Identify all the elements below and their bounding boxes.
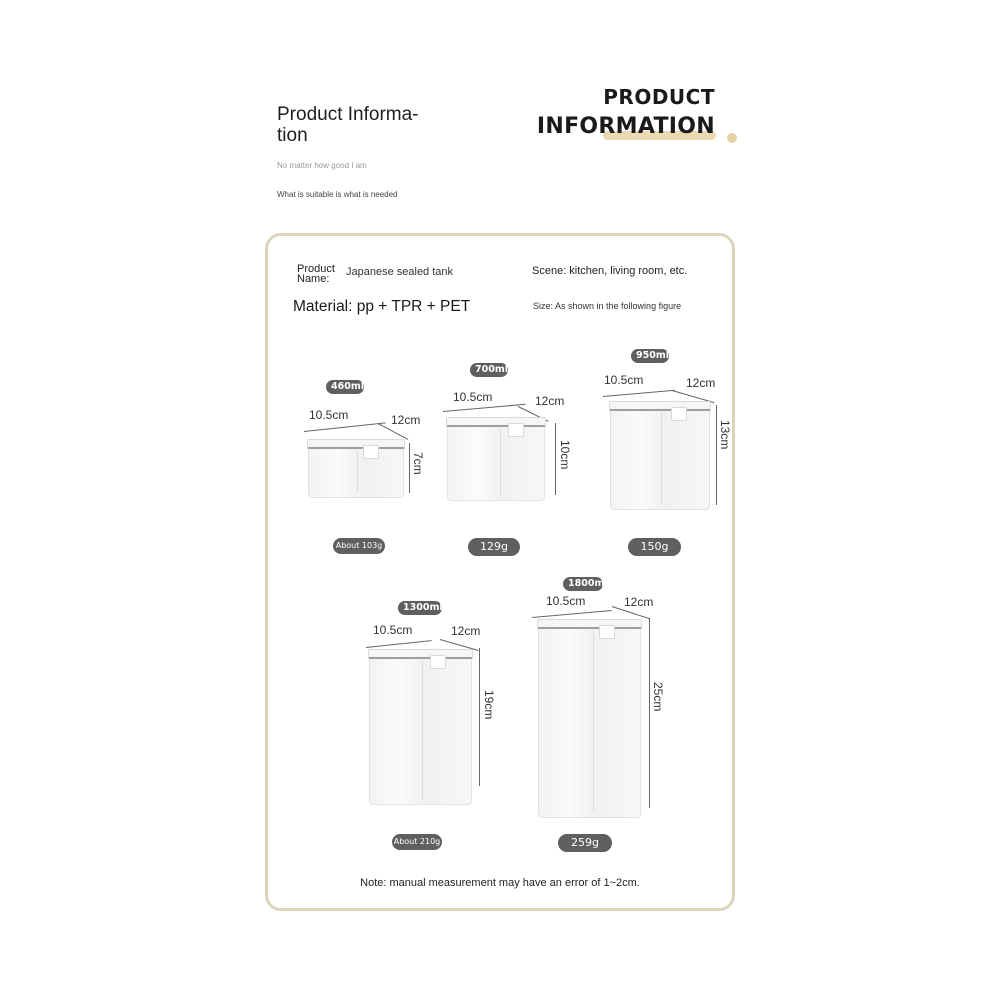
product-info-card: [265, 233, 735, 911]
depth-label: 12cm: [451, 624, 481, 638]
depth-label: 12cm: [535, 394, 565, 408]
depth-label: 12cm: [624, 595, 654, 609]
depth-label: 12cm: [686, 376, 716, 390]
scene-text: Scene: kitchen, living room, etc.: [532, 265, 688, 277]
height-arrow: [716, 405, 717, 505]
weight-badge: About 103g: [333, 538, 385, 554]
height-arrow: [479, 648, 480, 786]
height-label: 10cm: [558, 440, 572, 470]
container-image: [610, 402, 710, 510]
subtitle: No matter how good I am: [277, 161, 367, 170]
measurement-note: Note: manual measurement may have an error of 1~2cm.: [360, 877, 640, 889]
weight-badge: 150g: [628, 538, 681, 556]
width-label: 10.5cm: [309, 408, 349, 422]
decorative-dot: [727, 133, 737, 143]
height-label: 7cm: [411, 452, 425, 475]
container-image: [538, 620, 641, 818]
product-name-value: Japanese sealed tank: [346, 266, 454, 278]
size-text: Size: As shown in the following figure: [533, 301, 682, 311]
weight-badge: 259g: [558, 834, 612, 852]
heading-line-2: INFORMATION: [536, 114, 715, 139]
weight-badge: About 210g: [392, 834, 442, 850]
container-image: [308, 440, 404, 498]
height-arrow: [409, 443, 410, 493]
capacity-badge: 1800ml: [563, 577, 603, 591]
height-arrow: [555, 423, 556, 495]
material-text: Material: pp + TPR + PET: [293, 298, 471, 315]
product-name-label: Product Name:: [297, 263, 335, 285]
height-label: 19cm: [482, 690, 496, 720]
weight-badge: 129g: [468, 538, 520, 556]
heading-block: [537, 84, 715, 144]
height-label: 25cm: [651, 682, 665, 712]
container-image: [447, 418, 545, 501]
page-title: Product Informa-tion: [277, 104, 419, 146]
height-label: 13cm: [718, 420, 732, 450]
heading-line-1: PRODUCT: [603, 85, 715, 109]
height-arrow: [649, 618, 650, 808]
width-label: 10.5cm: [546, 594, 586, 608]
container-image: [369, 650, 472, 805]
width-label: 10.5cm: [453, 390, 493, 404]
depth-label: 12cm: [391, 413, 421, 427]
capacity-badge: 1300ml: [398, 601, 442, 615]
tagline: What is suitable is what is needed: [277, 190, 398, 199]
capacity-badge: 700ml: [470, 363, 508, 377]
width-label: 10.5cm: [604, 373, 644, 387]
width-label: 10.5cm: [373, 623, 413, 637]
capacity-badge: 950ml: [631, 349, 669, 363]
capacity-badge: 460ml: [326, 380, 364, 394]
